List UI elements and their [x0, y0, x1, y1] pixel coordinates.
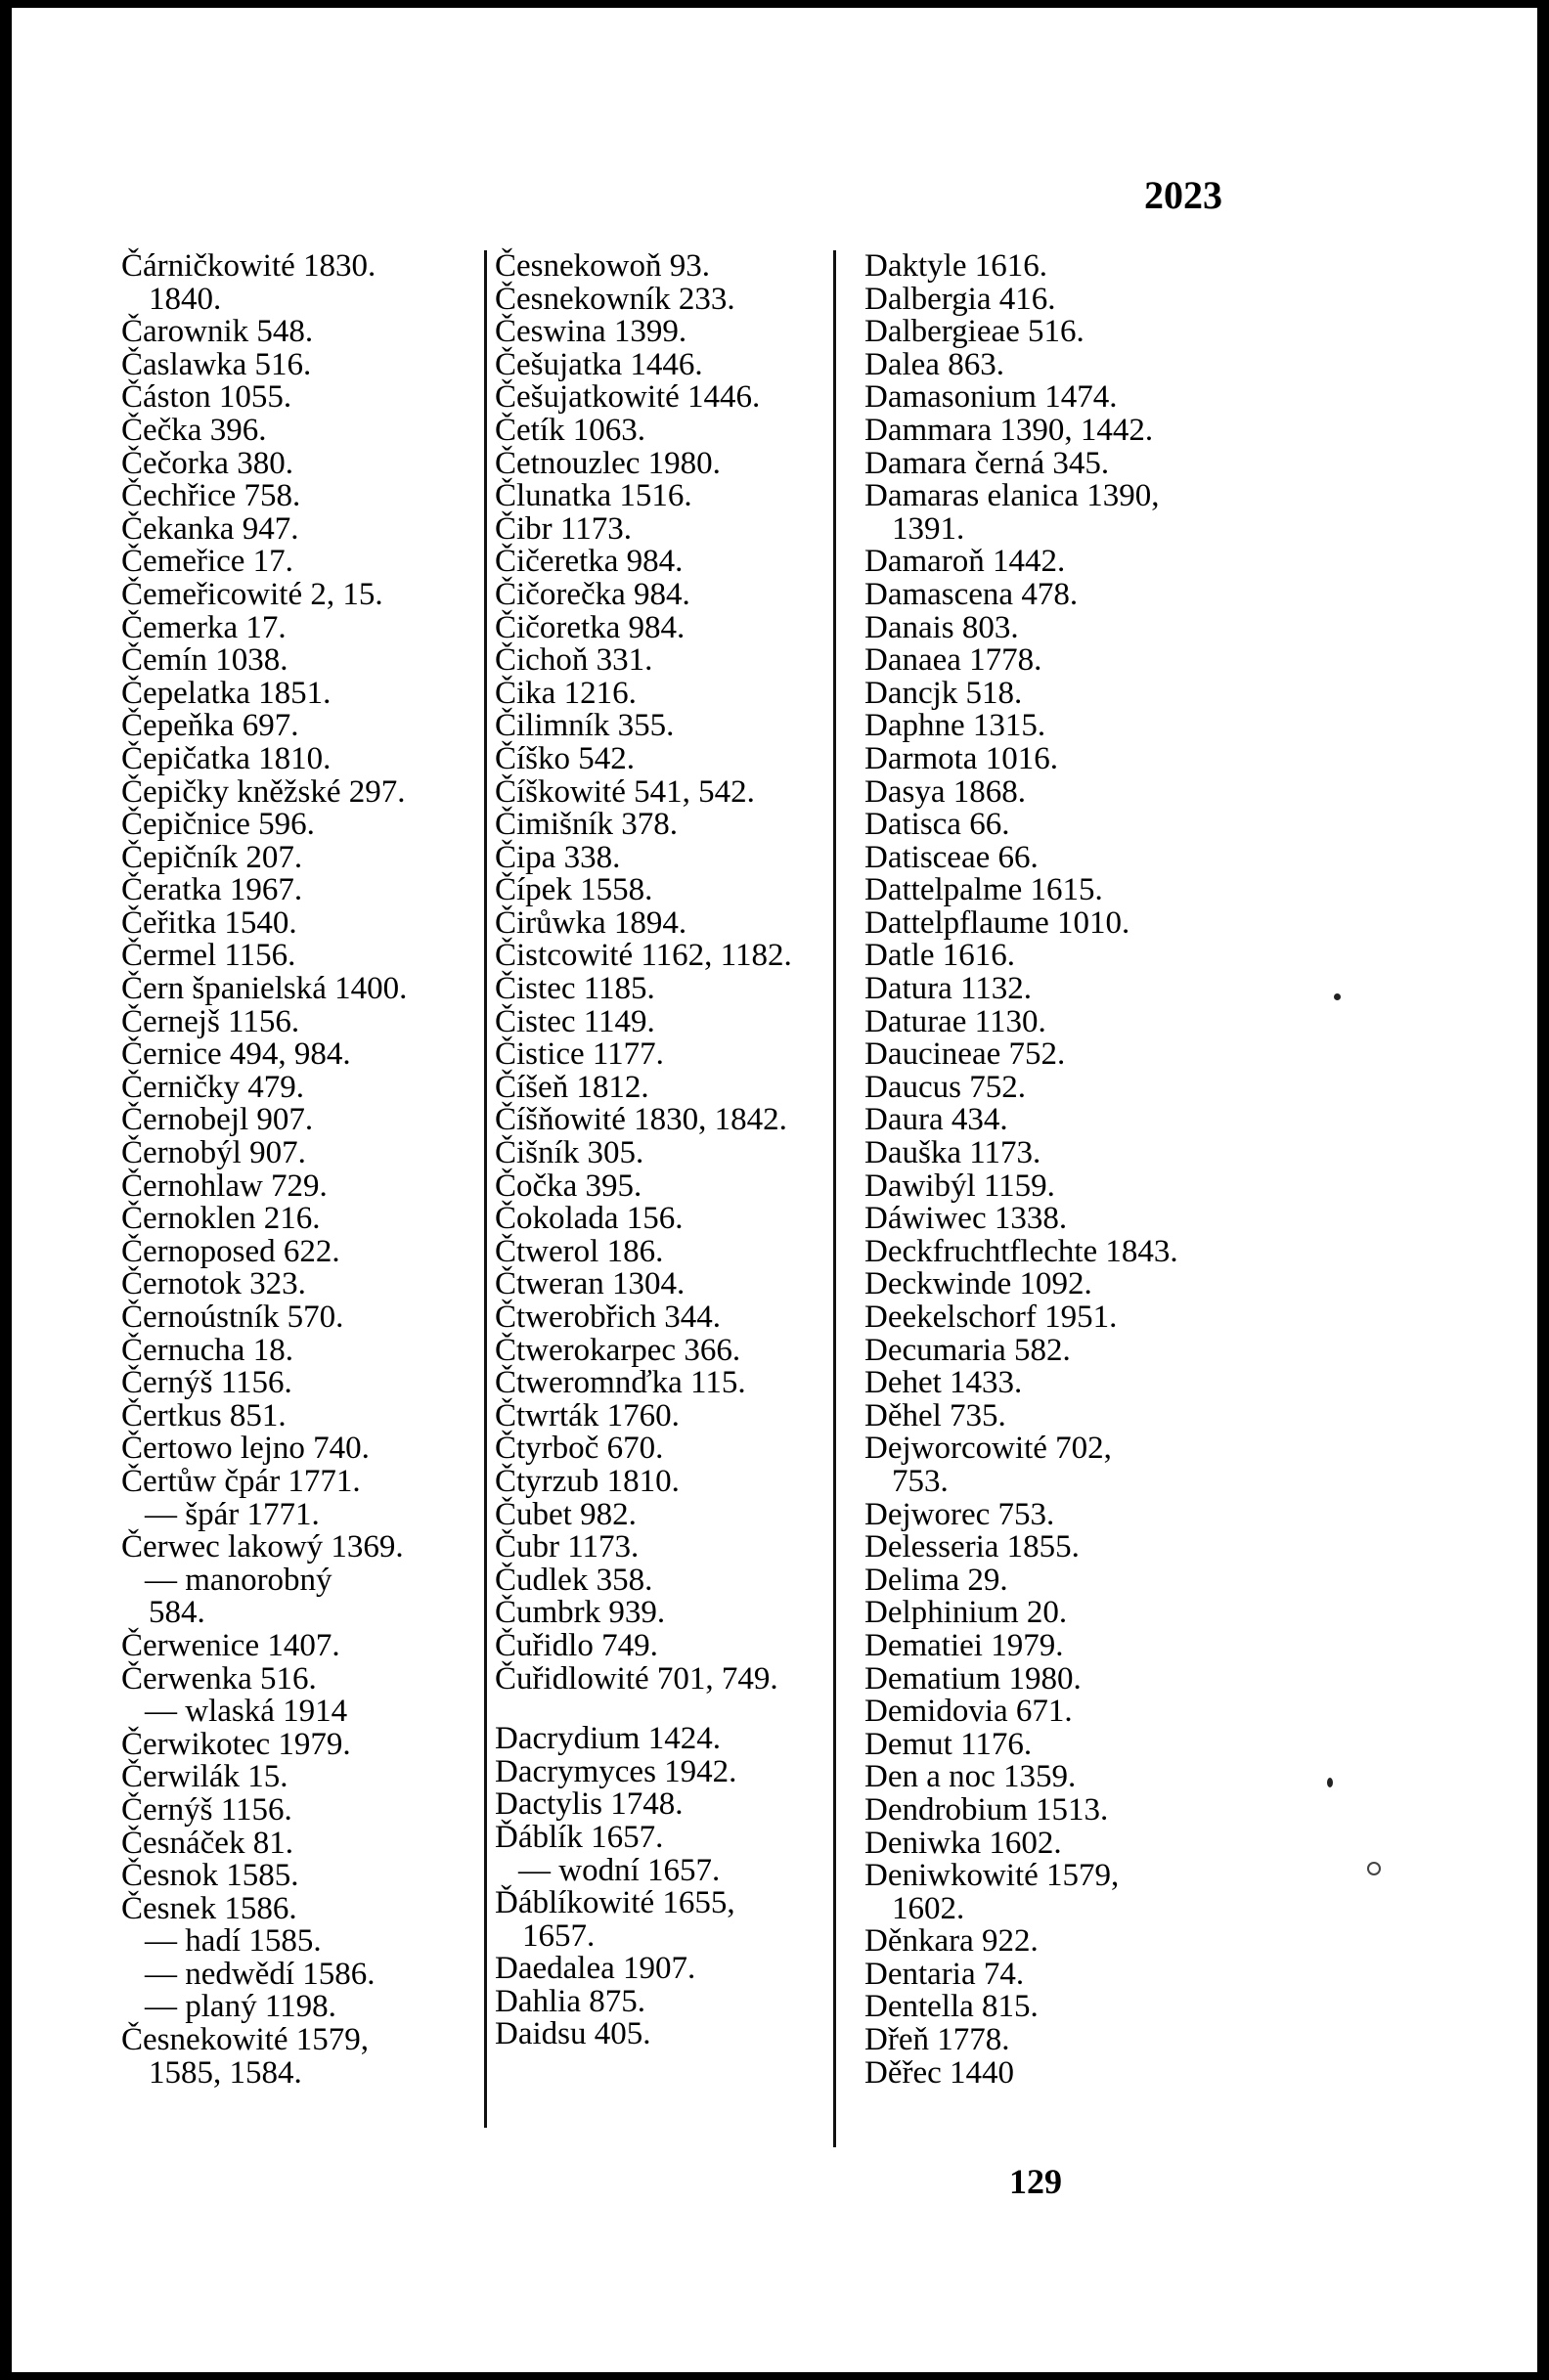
index-entry: Deckfruchtflechte 1843. [864, 1233, 1178, 1269]
index-entry: Deckwinde 1092. [864, 1266, 1092, 1302]
index-entry: Čistec 1149. [495, 1003, 655, 1039]
index-entry: Čepelatka 1851. [121, 675, 332, 711]
index-entry: Česnek 1586. [121, 1890, 297, 1926]
index-column-2 [495, 250, 839, 2051]
index-entry: Černýš 1156. [121, 1365, 292, 1401]
index-entry: Čipa 338. [495, 839, 621, 875]
index-entry: Čičorečka 984. [495, 576, 690, 612]
page-number: 2023 [1144, 173, 1222, 217]
index-entry: Čtyrzub 1810. [495, 1463, 680, 1499]
index-entry: Daura 434. [864, 1102, 1008, 1138]
index-entry: Daucineae 752. [864, 1036, 1066, 1073]
index-entry: Černýš 1156. [121, 1791, 292, 1828]
index-entry: Čtwerol 186. [495, 1233, 664, 1269]
index-entry: Černoposed 622. [121, 1233, 340, 1269]
index-entry: Čerwenka 516. [121, 1660, 317, 1697]
index-entry: Čočka 395. [495, 1168, 642, 1204]
index-entry: Darmota 1016. [864, 740, 1058, 776]
index-entry: Černobýl 907. [121, 1135, 306, 1171]
index-entry: Dactylis 1748. [495, 1786, 684, 1823]
index-entry: Četnouzlec 1980. [495, 445, 721, 481]
index-entry: Čertkus 851. [121, 1397, 287, 1433]
index-column-1 [121, 250, 473, 2090]
index-entry: Daidsu 405. [495, 2016, 651, 2052]
index-entry: 1585, 1584. [149, 2054, 302, 2091]
index-entry: Čepičnice 596. [121, 807, 315, 843]
index-entry: Číško 542. [495, 740, 636, 776]
index-entry: Čišník 305. [495, 1135, 644, 1171]
index-entry: Dentella 815. [864, 1989, 1039, 2025]
index-entry: 1840. [149, 281, 222, 317]
index-column-3 [864, 250, 1226, 2090]
index-entry: Delesseria 1855. [864, 1529, 1080, 1565]
index-entry: Čtwerokarpec 366. [495, 1332, 741, 1368]
index-entry: Dammara 1390, 1442. [864, 412, 1154, 448]
index-entry: Číškowité 541, 542. [495, 773, 755, 810]
index-entry: Dejworec 753. [864, 1496, 1055, 1532]
index-entry: Dáwiwec 1338. [864, 1201, 1068, 1237]
index-entry: Číšeň 1812. [495, 1069, 649, 1105]
index-entry: Damaroň 1442. [864, 544, 1066, 580]
index-entry: Čimišník 378. [495, 807, 679, 843]
index-entry: Člunatka 1516. [495, 478, 692, 514]
index-entry: Čermel 1156. [121, 938, 296, 974]
index-entry: Datle 1616. [864, 938, 1015, 974]
index-entry: Dematiei 1979. [864, 1627, 1064, 1663]
index-entry: Čudlek 358. [495, 1562, 653, 1598]
index-entry: Čepičník 207. [121, 839, 303, 875]
index-entry: Čerwec lakowý 1369. [121, 1529, 404, 1565]
index-entry: Číšňowité 1830, 1842. [495, 1102, 787, 1138]
index-entry: — wlaská 1914 [145, 1694, 348, 1730]
index-entry: Daturae 1130. [864, 1003, 1046, 1039]
index-entry: Daktyle 1616. [864, 248, 1047, 284]
index-entry: — wodní 1657. [518, 1852, 721, 1888]
index-entry: Čuřidlo 749. [495, 1627, 658, 1663]
index-entry: Dasya 1868. [864, 773, 1026, 810]
index-entry: Čtwerobřich 344. [495, 1300, 721, 1335]
index-entry: Čičeretka 984. [495, 544, 684, 580]
index-entry: Čistcowité 1162, 1182. [495, 938, 792, 974]
entry-gap [495, 1696, 839, 1723]
index-entry: Dehet 1433. [864, 1365, 1023, 1401]
index-entry: Ďáblík 1657. [495, 1819, 664, 1855]
index-entry: Česnekowoň 93. [495, 248, 710, 284]
index-entry: Čtweromnďka 115. [495, 1365, 746, 1401]
index-entry: Datura 1132. [864, 971, 1033, 1007]
index-entry: Deekelschorf 1951. [864, 1300, 1118, 1335]
index-entry: Čepičky kněžské 297. [121, 773, 406, 810]
index-entry: 1602. [892, 1890, 965, 1926]
index-entry: Čubet 982. [495, 1496, 637, 1532]
index-entry: Čeratka 1967. [121, 872, 303, 908]
index-entry: Černohlaw 729. [121, 1168, 328, 1204]
index-entry: Čtweran 1304. [495, 1266, 686, 1302]
index-entry: Decumaria 582. [864, 1332, 1071, 1368]
index-entry: Dřeň 1778. [864, 2022, 1010, 2058]
index-entry: Černoústník 570. [121, 1300, 344, 1335]
index-entry: Dematium 1980. [864, 1660, 1082, 1697]
index-entry: Čika 1216. [495, 675, 637, 711]
index-entry: Čichoň 331. [495, 642, 653, 679]
index-entry: Dacrymyces 1942. [495, 1753, 737, 1789]
index-entry: Čistec 1185. [495, 971, 655, 1007]
index-entry: Černobejl 907. [121, 1102, 314, 1138]
index-entry: Damaras elanica 1390, [864, 478, 1160, 514]
index-entry: Černejš 1156. [121, 1003, 300, 1039]
index-entry: Čistice 1177. [495, 1036, 664, 1073]
index-entry: Čeřitka 1540. [121, 904, 297, 941]
index-entry: Čekanka 947. [121, 510, 299, 547]
ink-speck [1327, 1778, 1333, 1787]
index-entry: Danaea 1778. [864, 642, 1042, 679]
index-entry: Děnkara 922. [864, 1923, 1039, 1960]
index-entry: Datisca 66. [864, 807, 1010, 843]
index-entry: — hadí 1585. [145, 1923, 322, 1960]
index-entry: Čuřidlowité 701, 749. [495, 1660, 778, 1697]
index-entry: Čarownik 548. [121, 314, 314, 350]
index-entry: Černice 494, 984. [121, 1036, 351, 1073]
index-entry: Demut 1176. [864, 1726, 1033, 1762]
index-entry: Čerwikotec 1979. [121, 1726, 351, 1762]
index-entry: Dauška 1173. [864, 1135, 1041, 1171]
index-entry: Dalea 863. [864, 346, 1004, 382]
index-entry: 1391. [892, 510, 965, 547]
index-entry: Dawibýl 1159. [864, 1168, 1055, 1204]
index-entry: Damasonium 1474. [864, 379, 1118, 416]
ink-speck [1367, 1862, 1381, 1875]
index-entry: Čertowo lejno 740. [121, 1431, 370, 1467]
index-entry: Čemeřicowité 2, 15. [121, 576, 383, 612]
index-entry: Česwina 1399. [495, 314, 687, 350]
index-entry: Děhel 735. [864, 1397, 1006, 1433]
index-entry: Damascena 478. [864, 576, 1079, 612]
index-entry: Dalbergia 416. [864, 281, 1056, 317]
index-entry: Češujatkowité 1446. [495, 379, 761, 416]
index-entry: Čtyrboč 670. [495, 1431, 664, 1467]
index-entry: Deniwka 1602. [864, 1825, 1062, 1861]
index-entry: Damara černá 345. [864, 445, 1110, 481]
index-entry: Demidovia 671. [864, 1694, 1073, 1730]
index-entry: Čemín 1038. [121, 642, 288, 679]
index-entry: Čemerka 17. [121, 609, 287, 645]
index-entry: Čirůwka 1894. [495, 904, 687, 941]
index-entry: Dahlia 875. [495, 1983, 645, 2019]
signature-mark: 129 [1009, 2162, 1062, 2201]
index-entry: Četík 1063. [495, 412, 645, 448]
index-entry: Čičoretka 984. [495, 609, 686, 645]
index-entry: Čerwilák 15. [121, 1759, 288, 1795]
index-entry: Dentaria 74. [864, 1956, 1025, 1992]
index-entry: — manorobný [145, 1562, 332, 1598]
index-entry: Čechřice 758. [121, 478, 301, 514]
index-entry: Daphne 1315. [864, 708, 1046, 744]
index-entry: Čtwrták 1760. [495, 1397, 680, 1433]
index-entry: Čemeřice 17. [121, 544, 293, 580]
index-entry: — planý 1198. [145, 1989, 336, 2025]
index-entry: — špár 1771. [145, 1496, 320, 1532]
index-entry: Čečka 396. [121, 412, 267, 448]
index-entry: Dacrydium 1424. [495, 1721, 721, 1757]
dictionary-page [12, 8, 1537, 2372]
index-entry: Děřec 1440 [864, 2054, 1015, 2091]
index-entry: Černucha 18. [121, 1332, 293, 1368]
index-entry: Čubr 1173. [495, 1529, 640, 1565]
index-entry: Černotok 323. [121, 1266, 306, 1302]
ink-speck [1334, 993, 1341, 1000]
index-entry: Čárničkowité 1830. [121, 248, 376, 284]
index-entry: Danais 803. [864, 609, 1019, 645]
index-entry: Černičky 479. [121, 1069, 304, 1105]
index-entry: 1657. [522, 1917, 596, 1954]
index-entry: Daedalea 1907. [495, 1951, 696, 1987]
index-entry: Čepeňka 697. [121, 708, 299, 744]
index-entry: Čerwenice 1407. [121, 1627, 340, 1663]
index-entry: — nedwědí 1586. [145, 1956, 376, 1992]
index-entry: 584. [149, 1595, 205, 1631]
index-entry: Češujatka 1446. [495, 346, 703, 382]
index-entry: Čokolada 156. [495, 1201, 684, 1237]
index-entry: Časlawka 516. [121, 346, 312, 382]
index-entry: Delima 29. [864, 1562, 1008, 1598]
index-entry: Daucus 752. [864, 1069, 1026, 1105]
index-entry: Čibr 1173. [495, 510, 632, 547]
index-entry: Datisceae 66. [864, 839, 1039, 875]
index-entry: Čilimník 355. [495, 708, 675, 744]
index-entry: Dattelpalme 1615. [864, 872, 1103, 908]
index-entry: Deniwkowité 1579, [864, 1858, 1120, 1894]
index-entry: Čečorka 380. [121, 445, 293, 481]
index-entry: Dejworcowité 702, [864, 1431, 1112, 1467]
index-entry: Česnekowník 233. [495, 281, 735, 317]
column-divider [833, 250, 836, 2147]
index-entry: Dattelpflaume 1010. [864, 904, 1130, 941]
index-entry: Dalbergieae 516. [864, 314, 1084, 350]
index-entry: Delphinium 20. [864, 1595, 1068, 1631]
index-entry: Čertůw čpár 1771. [121, 1463, 361, 1499]
index-entry: Den a noc 1359. [864, 1759, 1077, 1795]
column-divider [484, 250, 487, 2128]
index-entry: Čern španielská 1400. [121, 971, 408, 1007]
index-entry: Částon 1055. [121, 379, 292, 416]
index-entry: Čípek 1558. [495, 872, 653, 908]
index-entry: Dendrobium 1513. [864, 1791, 1109, 1828]
index-entry: Česnekowité 1579, [121, 2022, 369, 2058]
index-entry: Čumbrk 939. [495, 1595, 666, 1631]
index-entry: Ďáblíkowité 1655, [495, 1885, 735, 1921]
index-entry: Česnáček 81. [121, 1825, 293, 1861]
index-entry: 753. [892, 1463, 949, 1499]
index-entry: Černoklen 216. [121, 1201, 321, 1237]
index-entry: Dancjk 518. [864, 675, 1023, 711]
index-entry: Česnok 1585. [121, 1858, 299, 1894]
index-entry: Čepičatka 1810. [121, 740, 332, 776]
